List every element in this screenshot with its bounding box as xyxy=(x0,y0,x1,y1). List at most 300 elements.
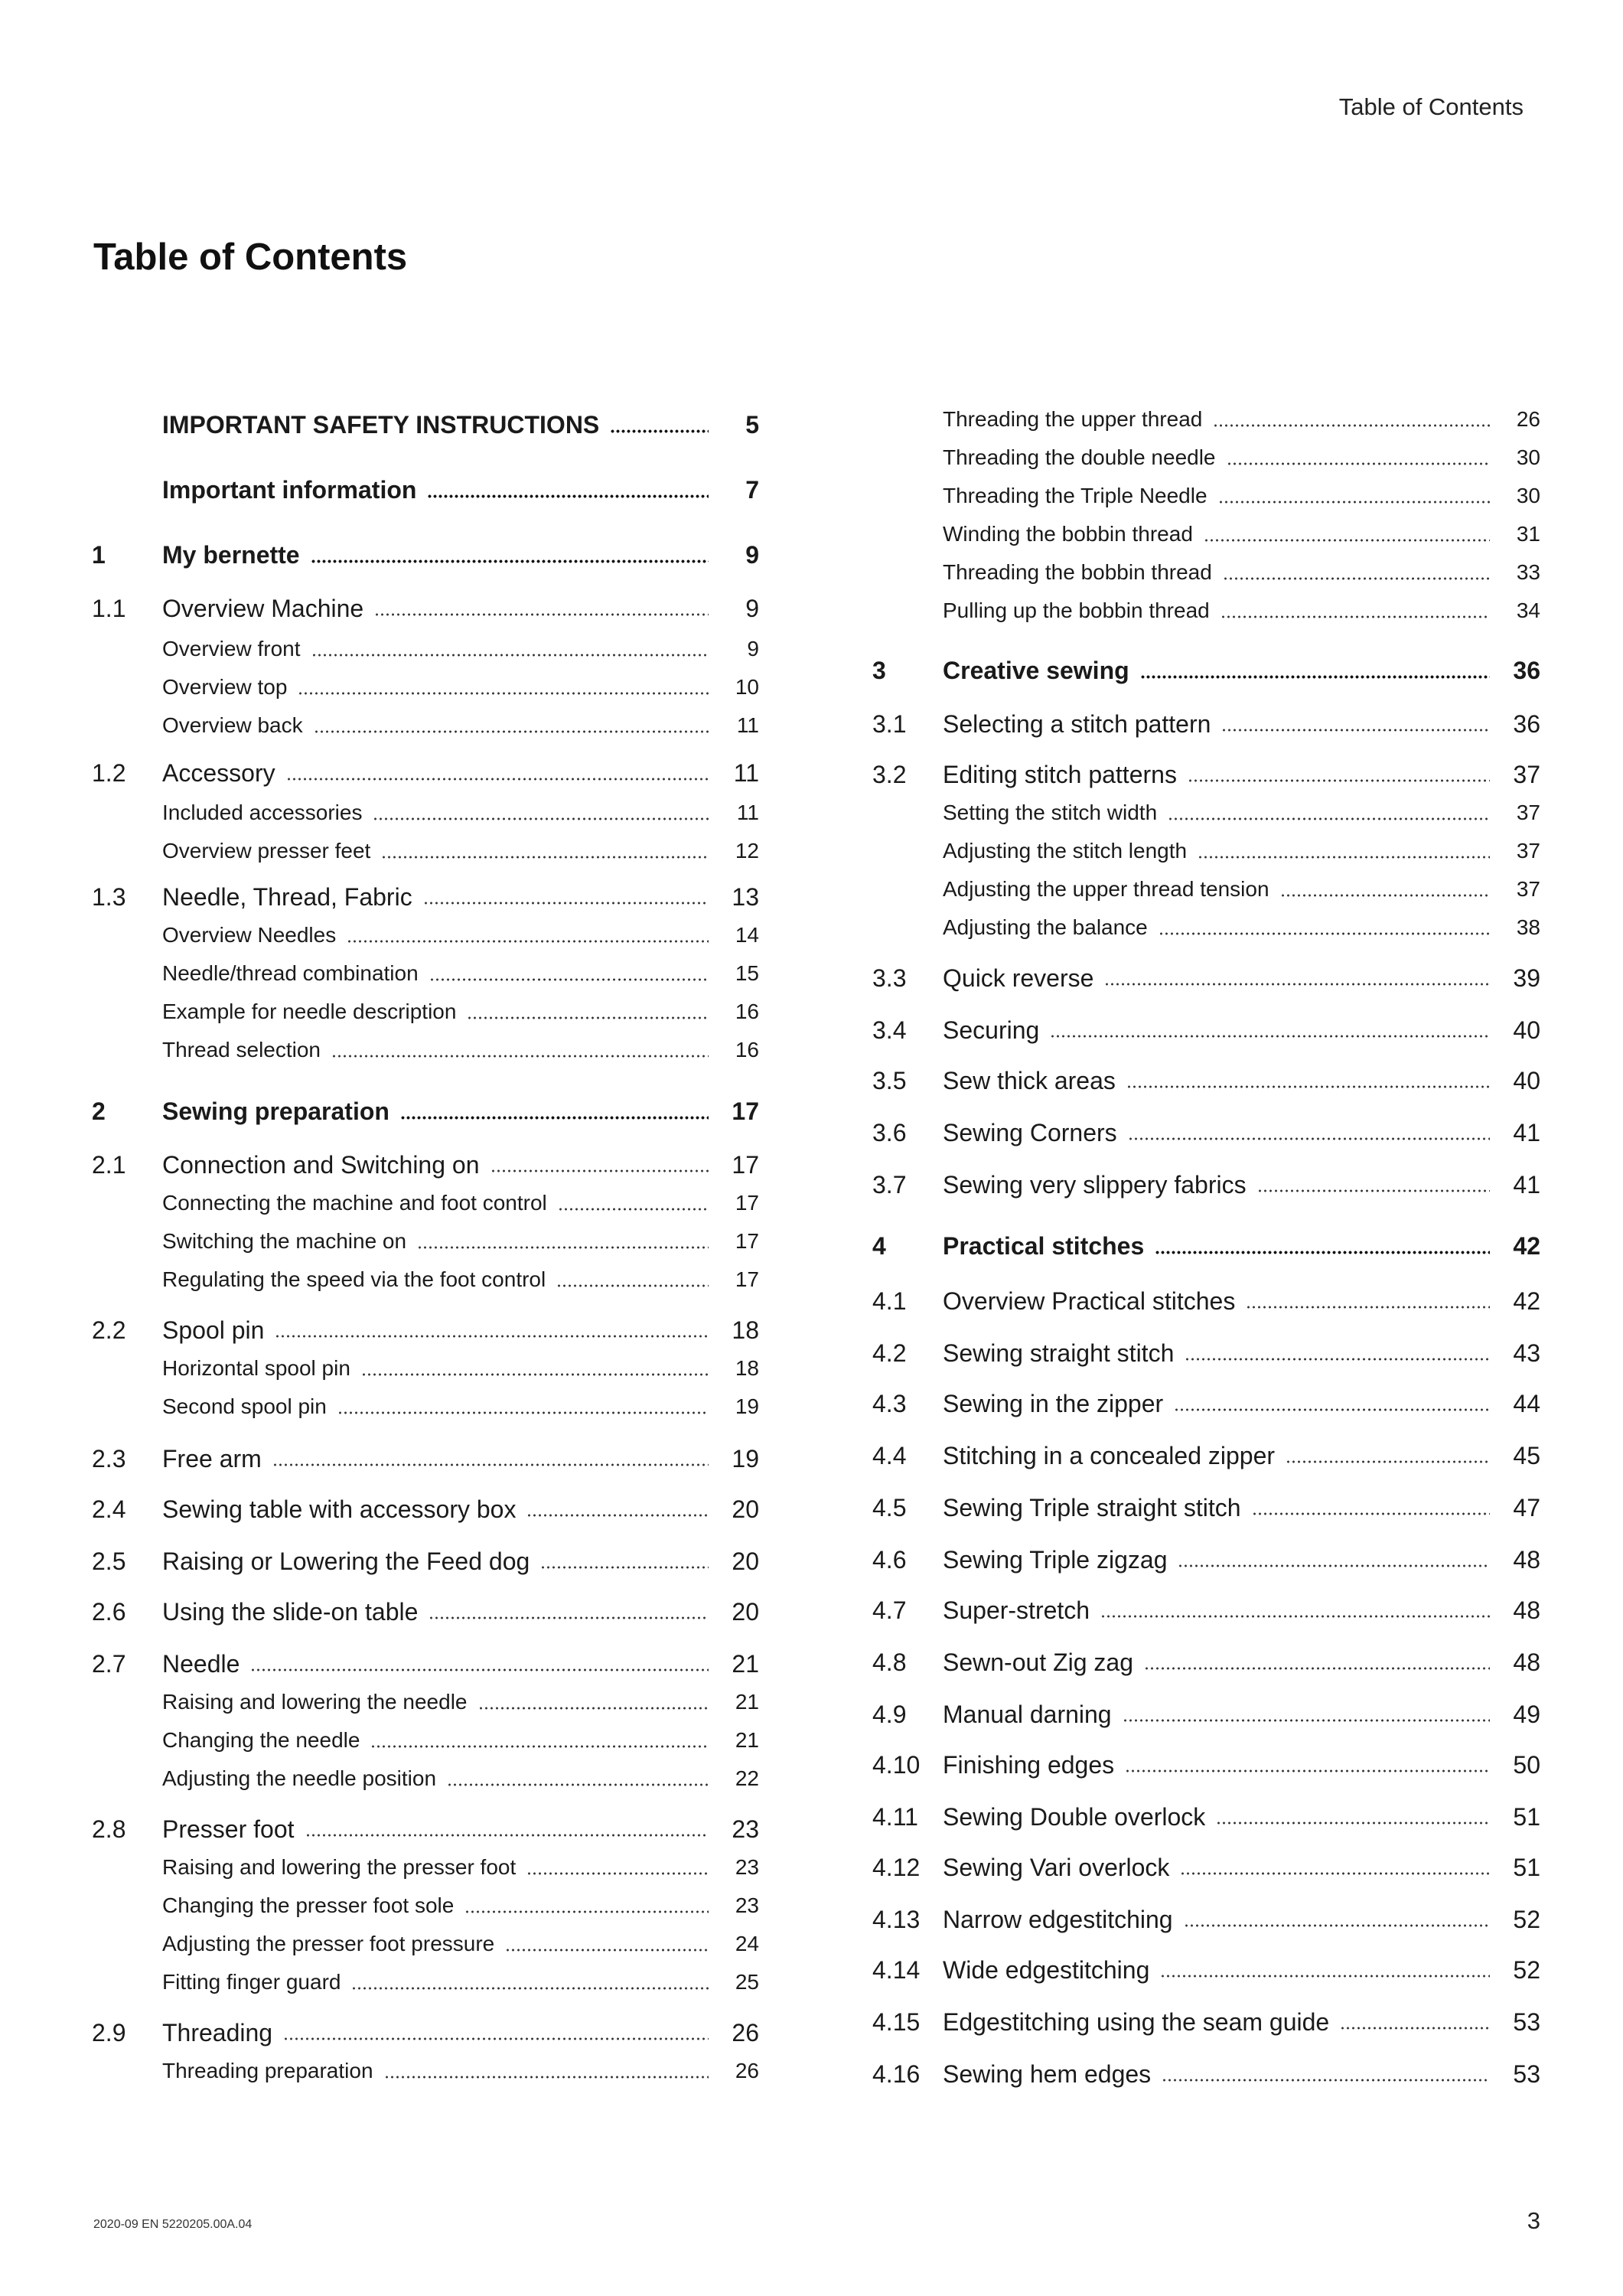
toc-leader-dots xyxy=(1213,424,1490,427)
toc-entry[interactable] xyxy=(92,1146,759,1183)
toc-entry-title: Needle/thread combination xyxy=(162,961,419,985)
toc-entry-title: Pulling up the bobbin thread xyxy=(943,598,1210,622)
toc-entry-title: Raising or Lowering the Feed dog xyxy=(162,1547,530,1575)
toc-entry-page: 36 xyxy=(1513,656,1540,684)
toc-entry-page: 40 xyxy=(1513,1066,1540,1094)
toc-entry-page: 38 xyxy=(1516,915,1540,939)
toc-entry[interactable] xyxy=(872,1166,1540,1203)
toc-entry-number: 2.1 xyxy=(92,1150,126,1179)
toc-leader-dots xyxy=(558,1208,709,1211)
toc-entry-title: Quick reverse xyxy=(943,964,1094,992)
toc-entry-number: 4.2 xyxy=(872,1339,907,1367)
toc-entry[interactable] xyxy=(872,1849,1540,1886)
toc-leader-dots xyxy=(1174,1408,1490,1411)
toc-leader-dots xyxy=(1246,1306,1490,1309)
toc-entry-title: Free arm xyxy=(162,1444,262,1473)
toc-entry-page: 40 xyxy=(1513,1016,1540,1044)
toc-entry[interactable] xyxy=(872,401,1540,438)
toc-entry-number: 2.8 xyxy=(92,1815,126,1843)
toc-entry[interactable] xyxy=(872,909,1540,946)
toc-entry-title: Sew thick areas xyxy=(943,1066,1116,1094)
toc-entry-title: Sewing Triple straight stitch xyxy=(943,1493,1241,1521)
toc-leader-dots xyxy=(381,856,709,859)
toc-entry-page: 17 xyxy=(735,1267,759,1291)
toc-entry-number: 3.5 xyxy=(872,1066,907,1094)
toc-entry-page: 12 xyxy=(735,839,759,863)
toc-entry-number: 2.7 xyxy=(92,1649,126,1678)
toc-entry-title: Using the slide-on table xyxy=(162,1597,419,1626)
toc-entry-page: 11 xyxy=(733,758,759,787)
toc-leader-dots xyxy=(1140,675,1490,679)
toc-leader-dots xyxy=(526,1872,709,1875)
toc-entry-title: Sewing in the zipper xyxy=(943,1389,1164,1417)
toc-entry[interactable] xyxy=(872,1901,1540,1938)
toc-entry[interactable] xyxy=(92,2053,759,2089)
toc-entry[interactable] xyxy=(92,1312,759,1349)
toc-entry-page: 20 xyxy=(732,1547,759,1575)
toc-entry[interactable] xyxy=(872,706,1540,742)
toc-entry-page: 26 xyxy=(732,2018,759,2047)
toc-leader-dots xyxy=(1221,615,1490,618)
toc-leader-dots xyxy=(370,1745,709,1748)
toc-entry[interactable] xyxy=(872,1228,1540,1264)
toc-entry-number: 4.8 xyxy=(872,1648,907,1676)
toc-entry-page: 21 xyxy=(732,1649,759,1678)
toc-entry-title: Changing the needle xyxy=(162,1728,360,1752)
toc-entry[interactable] xyxy=(872,439,1540,476)
toc-entry-title: Sewing Corners xyxy=(943,1118,1117,1146)
toc-entry[interactable] xyxy=(92,669,759,706)
toc-leader-dots xyxy=(1180,1872,1490,1875)
toc-entry-page: 9 xyxy=(747,637,759,660)
toc-entry-title: Selecting a stitch pattern xyxy=(943,709,1211,738)
toc-entry[interactable] xyxy=(92,1760,759,1797)
toc-entry[interactable] xyxy=(92,1223,759,1260)
toc-leader-dots xyxy=(351,1987,709,1990)
toc-leader-dots xyxy=(526,1514,709,1517)
toc-entry-title: Fitting finger guard xyxy=(162,1970,341,1994)
toc-entry[interactable] xyxy=(92,2014,759,2051)
toc-entry-page: 43 xyxy=(1513,1339,1540,1367)
toc-entry-title: Threading xyxy=(162,2018,273,2047)
toc-entry-title: Example for needle description xyxy=(162,1000,457,1023)
toc-entry[interactable] xyxy=(872,1952,1540,1988)
toc-entry-page: 31 xyxy=(1516,522,1540,546)
toc-entry-page: 33 xyxy=(1516,560,1540,584)
toc-entry-title: Securing xyxy=(943,1016,1040,1044)
toc-leader-dots xyxy=(1221,729,1490,732)
toc-entry-title: IMPORTANT SAFETY INSTRUCTIONS xyxy=(162,410,600,439)
toc-entry-number: 4.4 xyxy=(872,1441,907,1469)
toc-entry-title: Overview front xyxy=(162,637,301,660)
toc-entry[interactable] xyxy=(92,631,759,667)
toc-entry-page: 22 xyxy=(735,1766,759,1790)
toc-entry-title: Wide edgestitching xyxy=(943,1955,1150,1984)
toc-entry[interactable] xyxy=(92,993,759,1030)
toc-entry[interactable] xyxy=(92,917,759,954)
toc-entry-title: Threading the bobbin thread xyxy=(943,560,1212,584)
toc-entry[interactable] xyxy=(92,1543,759,1580)
toc-leader-dots xyxy=(610,429,709,433)
toc-entry[interactable] xyxy=(92,955,759,992)
toc-entry-number: 2 xyxy=(92,1097,106,1125)
toc-entry-page: 7 xyxy=(745,475,759,504)
toc-leader-dots xyxy=(1100,1615,1490,1618)
toc-entry[interactable] xyxy=(92,1491,759,1528)
toc-entry[interactable] xyxy=(872,871,1540,908)
toc-entry-page: 30 xyxy=(1516,445,1540,469)
toc-entry[interactable] xyxy=(92,1350,759,1387)
toc-entry-title: Needle xyxy=(162,1649,240,1678)
toc-entry-title: Needle, Thread, Fabric xyxy=(162,882,412,911)
toc-entry-page: 20 xyxy=(732,1495,759,1523)
toc-entry-page: 13 xyxy=(732,882,759,911)
toc-leader-dots xyxy=(478,1707,709,1710)
toc-entry[interactable] xyxy=(872,833,1540,869)
toc-entry[interactable] xyxy=(872,554,1540,591)
toc-entry-number: 4.11 xyxy=(872,1802,918,1831)
toc-entry-title: Adjusting the balance xyxy=(943,915,1148,939)
toc-entry-title: Overview top xyxy=(162,675,288,699)
toc-entry-page: 39 xyxy=(1513,964,1540,992)
toc-leader-dots xyxy=(1155,1251,1490,1254)
toc-entry-number: 4.15 xyxy=(872,2007,921,2036)
toc-entry-number: 3.2 xyxy=(872,760,907,788)
toc-entry-title: Narrow edgestitching xyxy=(943,1905,1173,1933)
toc-entry[interactable] xyxy=(872,1062,1540,1099)
toc-entry-number: 2.3 xyxy=(92,1444,126,1473)
toc-entry[interactable] xyxy=(872,2056,1540,2092)
toc-entry-title: Sewing Vari overlock xyxy=(943,1853,1170,1881)
toc-entry-number: 4.10 xyxy=(872,1750,921,1779)
toc-entry-title: Edgestitching using the seam guide xyxy=(943,2007,1330,2036)
toc-entry-page: 20 xyxy=(732,1597,759,1626)
toc-entry-number: 3 xyxy=(872,656,886,684)
toc-entry[interactable] xyxy=(872,1799,1540,1835)
toc-leader-dots xyxy=(556,1284,709,1287)
toc-leader-dots xyxy=(1104,983,1490,986)
toc-entry[interactable] xyxy=(92,1388,759,1425)
toc-leader-dots xyxy=(1125,1769,1490,1773)
toc-leader-dots xyxy=(464,1910,709,1913)
toc-entry-page: 42 xyxy=(1513,1287,1540,1315)
toc-entry[interactable] xyxy=(92,879,759,915)
toc-entry-page: 37 xyxy=(1516,877,1540,901)
toc-entry-title: My bernette xyxy=(162,540,300,569)
toc-entry[interactable] xyxy=(92,1887,759,1924)
toc-leader-dots xyxy=(275,1335,709,1338)
toc-leader-dots xyxy=(1126,1085,1490,1088)
toc-entry-page: 37 xyxy=(1516,801,1540,824)
toc-entry-title: Overview Needles xyxy=(162,923,337,947)
toc-leader-dots xyxy=(361,1373,709,1376)
toc-entry-title: Raising and lowering the needle xyxy=(162,1690,468,1714)
toc-entry-page: 37 xyxy=(1513,760,1540,788)
toc-entry-title: Adjusting the upper thread tension xyxy=(943,877,1269,901)
toc-entry[interactable] xyxy=(92,1926,759,1962)
toc-entry[interactable] xyxy=(92,1440,759,1477)
toc-entry-number: 2.2 xyxy=(92,1316,126,1344)
toc-entry-title: Sewing hem edges xyxy=(943,2060,1152,2088)
toc-entry-title: Adjusting the stitch length xyxy=(943,839,1188,863)
toc-leader-dots xyxy=(1188,779,1490,782)
toc-leader-dots xyxy=(283,2037,709,2040)
toc-entry[interactable] xyxy=(872,1746,1540,1783)
toc-entry-page: 23 xyxy=(735,1893,759,1917)
toc-entry-number: 3.3 xyxy=(872,964,907,992)
toc-entry-title: Regulating the speed via the foot control xyxy=(162,1267,546,1291)
toc-entry-page: 37 xyxy=(1516,839,1540,863)
toc-entry-page: 24 xyxy=(735,1932,759,1955)
toc-entry-page: 17 xyxy=(735,1191,759,1215)
toc-entry-title: Finishing edges xyxy=(943,1750,1115,1779)
toc-entry-title: Adjusting the needle position xyxy=(162,1766,437,1790)
toc-entry[interactable] xyxy=(92,794,759,831)
toc-entry-title: Creative sewing xyxy=(943,656,1129,684)
toc-entry-title: Sewing Triple zigzag xyxy=(943,1545,1168,1574)
toc-entry-title: Horizontal spool pin xyxy=(162,1356,350,1380)
toc-entry-page: 36 xyxy=(1513,709,1540,738)
toc-entry-page: 41 xyxy=(1513,1170,1540,1199)
toc-entry-title: Winding the bobbin thread xyxy=(943,522,1193,546)
toc-entry-title: Sewing preparation xyxy=(162,1097,389,1125)
toc-entry-page: 50 xyxy=(1513,1750,1540,1779)
toc-entry-page: 9 xyxy=(745,540,759,569)
toc-entry-page: 34 xyxy=(1516,598,1540,622)
toc-leader-dots xyxy=(429,978,709,981)
toc-entry-title: Second spool pin xyxy=(162,1394,327,1418)
toc-entry[interactable] xyxy=(92,707,759,744)
toc-entry-title: Accessory xyxy=(162,758,275,787)
toc-entry-number: 2.6 xyxy=(92,1597,126,1626)
toc-entry[interactable] xyxy=(92,1811,759,1848)
toc-entry[interactable] xyxy=(872,1335,1540,1371)
toc-entry-number: 4 xyxy=(872,1231,886,1260)
toc-entry-title: Important information xyxy=(162,475,417,504)
toc-entry-title: Threading the Triple Needle xyxy=(943,484,1207,507)
toc-leader-dots xyxy=(314,730,709,733)
toc-entry-page: 14 xyxy=(735,923,759,947)
toc-entry-page: 23 xyxy=(732,1815,759,1843)
toc-entry-title: Connecting the machine and foot control xyxy=(162,1191,547,1215)
toc-entry-page: 10 xyxy=(735,675,759,699)
toc-leader-dots xyxy=(347,940,709,943)
toc-leader-dots xyxy=(1218,501,1490,504)
toc-entry-number: 4.1 xyxy=(872,1287,907,1315)
toc-leader-dots xyxy=(1216,1821,1490,1825)
toc-entry[interactable] xyxy=(872,1114,1540,1151)
toc-leader-dots xyxy=(373,817,709,820)
toc-leader-dots xyxy=(298,692,709,695)
toc-entry-title: Overview Practical stitches xyxy=(943,1287,1236,1315)
toc-entry-number: 3.7 xyxy=(872,1170,907,1199)
toc-entry-page: 53 xyxy=(1513,2007,1540,2036)
toc-entry[interactable] xyxy=(872,1592,1540,1629)
toc-entry-page: 21 xyxy=(735,1690,759,1714)
toc-entry-page: 52 xyxy=(1513,1955,1540,1984)
toc-entry[interactable] xyxy=(92,1722,759,1759)
toc-entry[interactable] xyxy=(92,1964,759,2001)
toc-entry[interactable] xyxy=(92,1684,759,1720)
toc-leader-dots xyxy=(1280,894,1490,897)
toc-leader-dots xyxy=(1160,1975,1490,1978)
toc-entry-title: Stitching in a concealed zipper xyxy=(943,1441,1276,1469)
toc-entry-title: Included accessories xyxy=(162,801,363,824)
toc-entry-page: 26 xyxy=(1516,407,1540,431)
toc-entry-number: 4.16 xyxy=(872,2060,921,2088)
toc-entry[interactable] xyxy=(92,471,759,508)
toc-leader-dots xyxy=(1184,1924,1490,1927)
toc-leader-dots xyxy=(1340,2027,1490,2030)
toc-entry[interactable] xyxy=(92,1593,759,1630)
toc-entry[interactable] xyxy=(872,652,1540,689)
toc-entry-page: 26 xyxy=(735,2059,759,2082)
toc-entry-title: Manual darning xyxy=(943,1700,1112,1728)
toc-entry[interactable] xyxy=(92,1185,759,1221)
toc-entry-title: Sewing straight stitch xyxy=(943,1339,1175,1367)
toc-entry-number: 1 xyxy=(92,540,106,569)
toc-entry-title: Practical stitches xyxy=(943,1231,1145,1260)
toc-entry-page: 52 xyxy=(1513,1905,1540,1933)
toc-entry-number: 4.14 xyxy=(872,1955,921,1984)
toc-entry-page: 53 xyxy=(1513,2060,1540,2088)
toc-entry[interactable] xyxy=(872,478,1540,514)
toc-leader-dots xyxy=(1128,1137,1490,1140)
toc-entry-page: 41 xyxy=(1513,1118,1540,1146)
toc-leader-dots xyxy=(1227,462,1490,465)
toc-entry-title: Threading the double needle xyxy=(943,445,1216,469)
toc-entry-number: 4.12 xyxy=(872,1853,921,1881)
toc-entry-title: Setting the stitch width xyxy=(943,801,1158,824)
toc-leader-dots xyxy=(272,1463,709,1466)
toc-entry[interactable] xyxy=(872,1012,1540,1049)
toc-entry[interactable] xyxy=(872,1385,1540,1422)
toc-entry[interactable] xyxy=(92,536,759,573)
toc-leader-dots xyxy=(1204,539,1490,542)
toc-leader-dots xyxy=(1257,1189,1490,1192)
toc-leader-dots xyxy=(1198,856,1490,859)
toc-entry-title: Sewing table with accessory box xyxy=(162,1495,517,1523)
toc-entry-page: 16 xyxy=(735,1000,759,1023)
running-head: Table of Contents xyxy=(1338,93,1524,120)
toc-entry[interactable] xyxy=(92,1093,759,1130)
toc-leader-dots xyxy=(1223,577,1490,580)
toc-leader-dots xyxy=(305,1834,709,1837)
toc-entry-page: 21 xyxy=(735,1728,759,1752)
toc-entry[interactable] xyxy=(872,592,1540,629)
toc-leader-dots xyxy=(1050,1035,1490,1038)
toc-entry-title: Presser foot xyxy=(162,1815,295,1843)
toc-leader-dots xyxy=(1168,817,1490,820)
toc-entry-page: 49 xyxy=(1513,1700,1540,1728)
toc-leader-dots xyxy=(423,902,709,905)
toc-leader-dots xyxy=(1123,1719,1490,1722)
toc-entry[interactable] xyxy=(872,2004,1540,2040)
footer-doc-code: 2020-09 EN 5220205.00A.04 xyxy=(93,2218,253,2231)
toc-entry-page: 48 xyxy=(1513,1648,1540,1676)
toc-entry-number: 4.9 xyxy=(872,1700,907,1728)
toc-leader-dots xyxy=(505,1949,709,1952)
toc-leader-dots xyxy=(447,1783,709,1786)
toc-entry[interactable] xyxy=(92,1032,759,1068)
toc-entry-title: Sewing very slippery fabrics xyxy=(943,1170,1247,1199)
toc-entry-page: 23 xyxy=(735,1855,759,1879)
toc-leader-dots xyxy=(1178,1564,1490,1567)
toc-entry-page: 17 xyxy=(732,1097,759,1125)
toc-entry-page: 15 xyxy=(735,961,759,985)
toc-entry-page: 51 xyxy=(1513,1853,1540,1881)
toc-entry[interactable] xyxy=(92,406,759,443)
toc-entry[interactable] xyxy=(872,794,1540,831)
toc-entry-page: 51 xyxy=(1513,1802,1540,1831)
toc-entry-number: 2.4 xyxy=(92,1495,126,1523)
toc-leader-dots xyxy=(1185,1358,1490,1361)
toc-leader-dots xyxy=(427,494,709,498)
toc-entry-page: 44 xyxy=(1513,1389,1540,1417)
toc-entry[interactable] xyxy=(872,960,1540,996)
toc-leader-dots xyxy=(311,654,709,657)
toc-entry[interactable] xyxy=(92,590,759,627)
toc-entry[interactable] xyxy=(872,1541,1540,1578)
toc-leader-dots xyxy=(286,778,709,781)
toc-leader-dots xyxy=(331,1055,709,1058)
toc-entry-title: Sewing Double overlock xyxy=(943,1802,1206,1831)
toc-leader-dots xyxy=(384,2076,709,2079)
toc-entry-title: Threading the upper thread xyxy=(943,407,1203,431)
toc-entry[interactable] xyxy=(92,833,759,869)
footer-page-number: 3 xyxy=(1527,2207,1540,2234)
toc-entry-page: 5 xyxy=(745,410,759,439)
toc-entry-page: 48 xyxy=(1513,1545,1540,1574)
toc-entry-page: 30 xyxy=(1516,484,1540,507)
toc-entry-title: Adjusting the presser foot pressure xyxy=(162,1932,495,1955)
toc-entry-title: Changing the presser foot sole xyxy=(162,1893,455,1917)
toc-leader-dots xyxy=(540,1566,709,1569)
toc-entry-page: 42 xyxy=(1513,1231,1540,1260)
toc-entry-number: 3.1 xyxy=(872,709,907,738)
toc-entry-title: Threading preparation xyxy=(162,2059,373,2082)
toc-entry[interactable] xyxy=(872,1696,1540,1733)
toc-entry[interactable] xyxy=(92,755,759,791)
toc-leader-dots xyxy=(1159,932,1490,935)
toc-leader-dots xyxy=(1144,1667,1490,1670)
toc-entry[interactable] xyxy=(872,756,1540,793)
toc-entry[interactable] xyxy=(872,1283,1540,1319)
toc-entry[interactable] xyxy=(872,1437,1540,1474)
toc-entry-title: Overview presser feet xyxy=(162,839,371,863)
toc-entry-number: 1.2 xyxy=(92,758,126,787)
toc-entry-title: Sewn-out Zig zag xyxy=(943,1648,1134,1676)
toc-leader-dots xyxy=(417,1246,709,1249)
toc-entry-title: Editing stitch patterns xyxy=(943,760,1177,788)
toc-entry-number: 1.3 xyxy=(92,882,126,911)
toc-entry-number: 4.3 xyxy=(872,1389,907,1417)
toc-entry[interactable] xyxy=(92,1645,759,1682)
toc-leader-dots xyxy=(1252,1512,1491,1515)
toc-entry-page: 9 xyxy=(745,594,759,622)
toc-entry-title: Overview Machine xyxy=(162,594,364,622)
toc-entry-page: 25 xyxy=(735,1970,759,1994)
toc-entry[interactable] xyxy=(92,1261,759,1298)
toc-entry[interactable] xyxy=(92,1849,759,1886)
toc-entry[interactable] xyxy=(872,1644,1540,1681)
toc-entry[interactable] xyxy=(872,1489,1540,1526)
toc-entry[interactable] xyxy=(872,516,1540,553)
toc-leader-dots xyxy=(429,1616,709,1619)
toc-entry-page: 17 xyxy=(735,1229,759,1253)
toc-entry-number: 4.7 xyxy=(872,1596,907,1624)
toc-entry-page: 18 xyxy=(735,1356,759,1380)
